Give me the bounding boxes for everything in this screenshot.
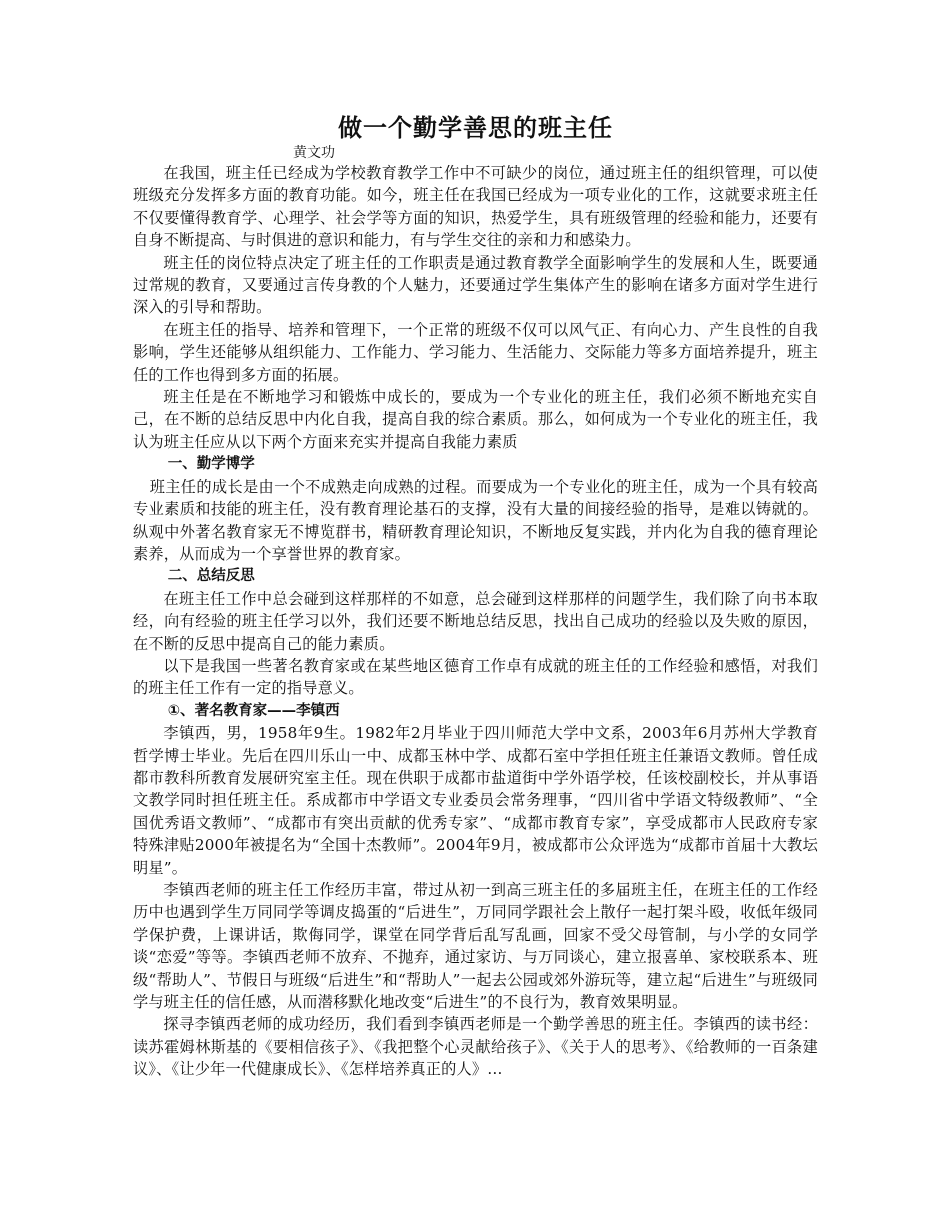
section-heading: 二、总结反思 — [167, 568, 255, 585]
paragraph: 在班主任的指导、培养和管理下，一个正常的班级不仅可以风气正、有向心力、产生良性的自我影响，学生还能够从组织能力、工作能力、学习能力、生活能力、交际能力等多方面培养提升，班主任的工作也得到多方面的拓展。 — [133, 320, 818, 384]
document-page — [133, 110, 818, 1081]
paragraph: 以下是我国一些著名教育家或在某些地区德育工作卓有成就的班主任的工作经验和感悟，对我们的班主任工作有一定的指导意义。 — [133, 656, 818, 698]
paragraph: 班主任的成长是由一个不成熟走向成熟的过程。而要成为一个专业化的班主任，成为一个具有较高专业素质和技能的班主任，没有教育理论基石的支撑，没有大量的间接经验的指导，是难以铸就的。纵观中外著名教育家无不博览群书，精研教育理论知识，不断地反复实践，并内化为自我的德育理论素养，从而成为一个享誉世界的教育家。 — [133, 477, 818, 563]
document-title: 做一个勤学善思的班主任 — [338, 114, 613, 142]
paragraph: 在我国，班主任已经成为学校教育教学工作中不可缺少的岗位，通过班主任的组织管理，可以使班级充分发挥多方面的教育功能。如今，班主任在我国已经成为一项专业化的工作，这就要求班主任不仅要懂得教育学、心理学、社会学等方面的知识，热爱学生，具有班级管理的经验和能力，还要有自身不断提高、与时俱进的意识和能力，有与学生交往的亲和力和感染力。 — [133, 164, 818, 250]
section-heading: 一、勤学博学 — [167, 456, 255, 473]
paragraph: 李镇西老师的班主任工作经历丰富，带过从初一到高三班主任的多届班主任，在班主任的工作经历中也遇到学生万同同学等调皮捣蛋的“后进生”，万同同学跟社会上散仔一起打架斗殴，收低年级同学保护费，上课讲话，欺侮同学，课堂在同学背后乱写乱画，回家不受父母管制，与小学的女同学谈“恋爱”等等。李镇西老师不放弃、不抛弃，通过家访、与万同谈心，建立报喜单、家校联系本、班级“帮助人”、节假日与班级“后进生”和“帮助人”一起去公园或郊外游玩等，建立起“后进生”与班级同学与班主任的信任感，从而潜移默化地改变“后进生”的不良行为，教育效果明显。 — [133, 881, 818, 1012]
subsection-heading: ①、著名教育家——李镇西 — [167, 702, 340, 719]
paragraph: 班主任是在不断地学习和锻炼中成长的，要成为一个专业化的班主任，我们必须不断地充实自己，在不断的总结反思中内化自我，提高自我的综合素质。那么，如何成为一个专业化的班主任，我认为班主任应从以下两个方面来充实并提高自我能力素质 — [133, 388, 818, 451]
paragraph: 班主任的岗位特点决定了班主任的工作职责是通过教育教学全面影响学生的发展和人生，既要通过常规的教育，又要通过言传身教的个人魅力，还要通过学生集体产生的影响在诸多方面对学生进行深入的引导和帮助。 — [133, 253, 818, 317]
paragraph: 探寻李镇西老师的成功经历，我们看到李镇西老师是一个勤学善思的班主任。李镇西的读书经：读苏霍姆林斯基的《要相信孩子》、《我把整个心灵献给孩子》、《关于人的思考》、《给教师的一百条建议》、《让少年一代健康成长》、《怎样培养真正的人》… — [133, 1015, 818, 1079]
author-name: 黄文功 — [293, 145, 335, 161]
paragraph: 在班主任工作中总会碰到这样那样的不如意，总会碰到这样那样的问题学生，我们除了向书本取经，向有经验的班主任学习以外，我们还要不断地总结反思，找出自己成功的经验以及失败的原因，在不断的反思中提高自己的能力素质。 — [133, 589, 818, 653]
paragraph: 李镇西，男，1958年9生。1982年2月毕业于四川师范大学中文系，2003年6月苏州大学教育哲学博士毕业。先后在四川乐山一中、成都玉林中学、成都石室中学担任班主任兼语文教师。曾任成都市教科所教育发展研究室主任。现在供职于成都市盐道街中学外语学校，任该校副校长，并从事语文教学同时担任班主任。系成都市中学语文专业委员会常务理事，“四川省中学语文特级教师”、“全国优秀语文教师”、“成都市有突出贡献的优秀专家”、“成都市教育专家”，享受成都市人民政府专家特殊津贴2000年被提名为“全国十杰教师”。2004年9月，被成都市公众评选为“成都市首届十大教坛明星”。 — [133, 724, 818, 877]
